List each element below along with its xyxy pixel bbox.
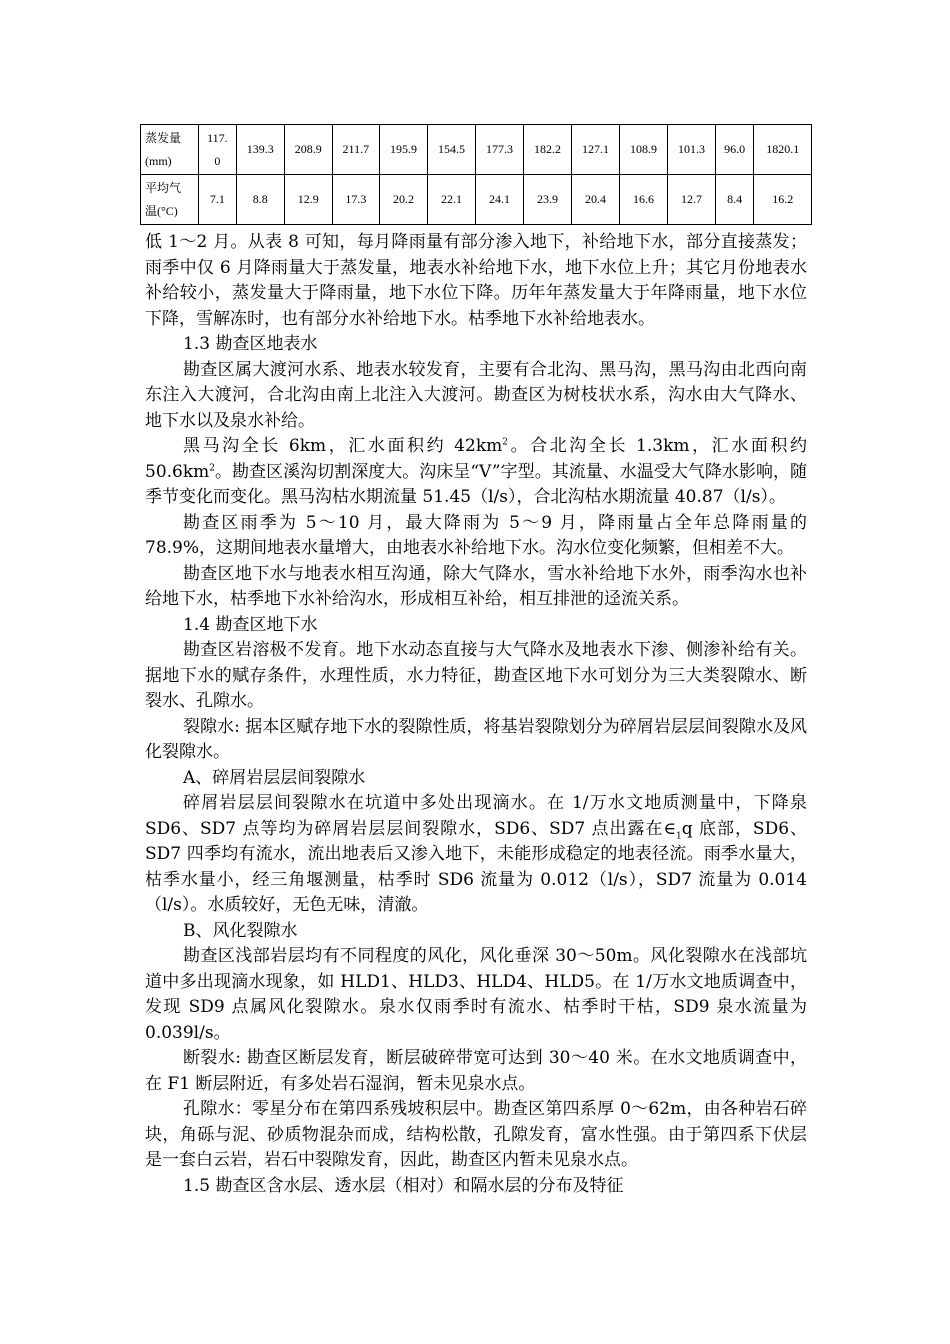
table-cell: 177.3 [475,125,523,175]
paragraph-text: 。勘查区溪沟切割深度大。沟床呈“V”字型。其流量、水温受大气降水影响，随季节变化而变化。黑马沟枯水期流量 51.45（l/s），合北沟枯水期流量 40.87（l/s）。 [145,461,807,507]
section-heading: 1.4 勘查区地下水 [183,614,318,635]
section-heading: 1.5 勘查区含水层、透水层（相对）和隔水层的分布及特征 [183,1175,624,1196]
paragraph [145,791,807,919]
section-heading: 1.3 勘查区地表水 [183,334,318,354]
table-cell: 101.3 [667,125,715,175]
table-cell: 139.3 [236,125,284,175]
paragraph-text: 碎屑岩层层间裂隙水在坑道中多处出现滴水。在 1/万水文地质测量中，下降泉 SD6、SD7 点等均为碎屑岩层层间裂隙水，SD6、SD7 点出露在∈ [145,793,807,839]
row-label-line: 蒸发量 [145,130,182,145]
subsection-heading: B、风化裂隙水 [183,920,298,941]
superscript: 2 [209,462,216,473]
paragraph-text: q 底部，SD6、SD7 四季均有流水，流出地表后又渗入地下，未能形成稳定的地表径流。雨季水量大，枯季水量小，经三角堰测量，枯季时 SD6 流量为 0.012（l/s），SD7 流量为 0.014（l/s）。水质较好，无色无味，清澈。 [145,818,807,915]
cell-line: 117. [207,130,228,145]
table-cell: 20.2 [379,175,427,225]
table-cell: 8.4 [715,175,753,225]
table-cell: 208.9 [284,125,332,175]
table-row-evaporation [141,125,812,175]
paragraph: 裂隙水: 据本区赋存地下水的裂隙性质，将基岩裂隙划分为碎屑岩层层间裂隙水及风化裂隙水。 [145,716,807,762]
climate-table [140,124,812,225]
table-cell: 7.1 [199,175,237,225]
cell-line: 0 [214,153,221,168]
subscript: 1 [676,830,682,841]
paragraph: 勘查区属大渡河水系、地表水较发育，主要有合北沟、黑马沟，黑马沟由北西向南东注入大渡河，合北沟由南上北注入大渡河。勘查区为树枝状水系，沟水由大气降水、地下水以及泉水补给。 [145,359,807,431]
table-cell: 16.6 [619,175,667,225]
paragraph: 勘查区岩溶极不发育。地下水动态直接与大气降水及地表水下渗、侧渗补给有关。据地下水的赋存条件，水理性质，水力特征，勘查区地下水可划分为三大类裂隙水、断裂水、孔隙水。 [145,640,807,711]
paragraph: 孔隙水：零星分布在第四系残坡积层中。勘查区第四系厚 0～62m，由各种岩石碎块，角砾与泥、砂质物混杂而成，结构松散，孔隙发育，富水性强。由于第四系下伏层是一套白云岩，岩石中裂隙发育，因此，勘查区内暂未见泉水点。 [145,1099,807,1170]
table-row-temperature [141,175,812,225]
paragraph: 勘查区浅部岩层均有不同程度的风化，风化垂深 30～50m。风化裂隙水在浅部坑道中多出现滴水现象，如 HLD1、HLD3、HLD4、HLD5。在 1/万水文地质调查中，发现 SD9 点属风化裂隙水。泉水仅雨季时有流水、枯季时干枯，SD9 泉水流量为 0.039l/s。 [145,946,807,1043]
table-cell: 22.1 [427,175,475,225]
paragraph [145,434,807,511]
body-text [145,230,807,1199]
paragraph-text: 黑马沟全长 6km，汇水面积约 42km [183,436,503,456]
table-cell: 23.9 [523,175,571,225]
subsection-heading: A、碎屑岩层层间裂隙水 [183,767,366,788]
paragraph: 断裂水: 勘查区断层发育，断层破碎带宽可达到 30～40 米。在水文地质调查中，在 F1 断层附近，有多处岩石湿润，暂未见泉水点。 [145,1048,807,1094]
row-label-line: (mm) [145,153,172,168]
paragraph: 低 1～2 月。从表 8 可知，每月降雨量有部分渗入地下，补给地下水，部分直接蒸发；雨季中仅 6 月降雨量大于蒸发量，地表水补给地下水，地下水位上升；其它月份地表水补给较小，蒸发量大于降雨量，地下水位下降。历年年蒸发量大于年降雨量，地下水位下降，雪解冻时，也有部分水补给地下水。枯季地下水补给地表水。 [145,232,807,329]
table-cell: 96.0 [715,125,753,175]
table-cell: 1820.1 [754,125,812,175]
superscript: 2 [502,437,508,448]
table-cell: 154.5 [427,125,475,175]
table-cell [199,125,237,175]
table-cell: 12.9 [284,175,332,225]
table-cell: 20.4 [571,175,619,225]
table-cell: 211.7 [332,125,379,175]
row-label-line: 温(°C) [145,203,178,218]
table-cell: 12.7 [667,175,715,225]
table-cell: 17.3 [332,175,379,225]
table-cell: 182.2 [523,125,571,175]
table-cell: 108.9 [619,125,667,175]
table-cell: 16.2 [754,175,812,225]
row-label-line: 平均气 [145,180,182,195]
row-label-evaporation [141,125,199,175]
table-cell: 24.1 [475,175,523,225]
table-cell: 195.9 [379,125,427,175]
row-label-temperature [141,175,199,225]
paragraph-text: 。合北沟全长 1.3km，汇水面积约 50.6km [145,436,807,482]
paragraph: 勘查区地下水与地表水相互沟通，除大气降水，雪水补给地下水外，雨季沟水也补给地下水，枯季地下水补给沟水，形成相互补给，相互排泄的迳流关系。 [145,563,807,609]
table-cell: 127.1 [571,125,619,175]
paragraph: 勘查区雨季为 5～10 月，最大降雨为 5～9 月，降雨量占全年总降雨量的 78.9%，这期间地表水量增大，由地表水补给地下水。沟水位变化频繁，但相差不大。 [145,512,807,558]
table-cell: 8.8 [236,175,284,225]
